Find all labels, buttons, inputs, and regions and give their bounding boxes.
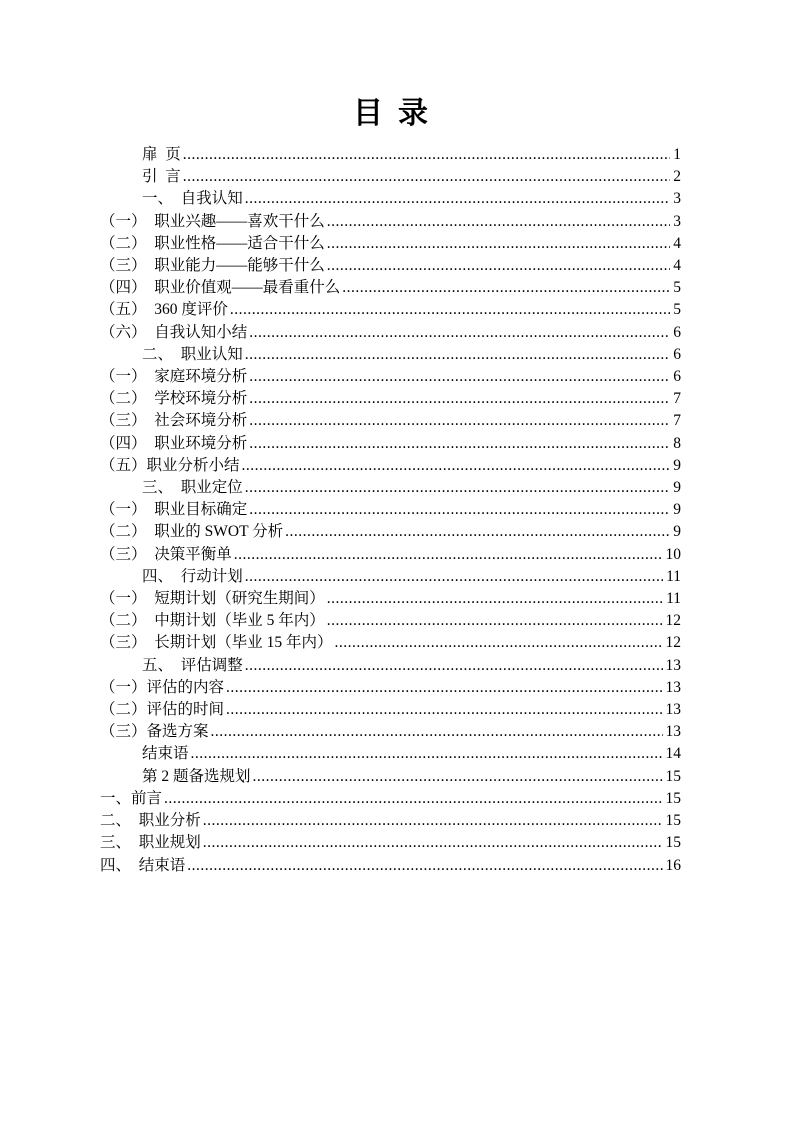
toc-entry-page: 15 [665,834,681,852]
toc-entry-title: 结束语 [142,745,189,763]
toc-entry-page: 16 [665,856,681,874]
dot-leader [245,477,670,499]
toc-entry-title: （一） 家庭环境分析 [100,368,248,386]
toc-entry[interactable] [100,433,681,455]
toc-entry-title: （三） 社会环境分析 [100,412,248,430]
toc-entry-title: 扉 页 [142,146,181,163]
toc-entry[interactable] [100,477,681,499]
toc-entry-title: （一） 短期计划（研究生期间） [100,590,325,608]
toc-entry[interactable] [100,388,681,410]
dot-leader [203,832,663,854]
dot-leader [249,322,670,344]
toc-entry-page: 12 [665,612,681,630]
toc-entry[interactable] [100,322,681,344]
toc-entry-title: 三、 职业定位 [142,479,243,497]
toc-entry[interactable] [100,855,681,877]
toc-entry[interactable] [100,699,681,721]
toc-entry[interactable] [100,499,681,521]
dot-leader [249,388,670,410]
toc-entry-page: 9 [673,501,681,519]
toc-entry[interactable] [100,299,681,321]
toc-entry-page: 8 [673,434,681,452]
toc-entry-page: 11 [666,590,681,608]
toc-entry[interactable] [100,344,681,366]
toc-entry-page: 15 [665,767,681,785]
toc-entry-page: 10 [665,545,681,563]
toc-entry-title: （三） 职业能力——能够干什么 [100,257,325,275]
toc-entry[interactable] [100,677,681,699]
dot-leader [249,410,670,432]
dot-leader [187,855,662,877]
toc-entry-page: 6 [673,345,681,363]
toc-entry[interactable] [100,211,681,233]
toc-entry-page: 13 [665,701,681,719]
toc-entry[interactable] [100,410,681,432]
toc-entry-page: 7 [673,412,681,430]
toc-entry-title: （二）评估的时间 [100,701,225,719]
toc-entry-page: 15 [665,812,681,830]
dot-leader [191,743,663,765]
toc-entry-title: （一） 职业兴趣——喜欢干什么 [100,212,325,230]
toc-entry-title: （五） 360 度评价 [100,301,228,319]
toc-entry-page: 14 [665,745,681,763]
toc-entry-page: 9 [673,523,681,541]
toc-entry-page: 15 [665,789,681,807]
toc-entry[interactable] [100,233,681,255]
toc-entry-title: （五）职业分析小结 [100,456,240,474]
toc-entry[interactable] [100,277,681,299]
toc-entry-title: 引 言 [142,168,181,186]
toc-entry[interactable] [100,544,681,566]
toc-entry-page: 4 [673,257,681,275]
dot-leader [245,566,663,588]
dot-leader [164,788,662,810]
toc-entry-page: 13 [665,656,681,674]
toc-entry-title: 四、 行动计划 [142,567,243,585]
toc-entry-title: （三） 决策平衡单 [100,545,232,563]
toc-entry-page: 3 [673,212,681,230]
dot-leader [230,299,670,321]
dot-leader [245,655,663,677]
toc-entry-title: （二） 职业性格——适合干什么 [100,234,325,252]
toc-entry[interactable] [100,588,681,610]
toc-entry-page: 13 [665,723,681,741]
toc-entry-title: 一、前言 [100,789,163,807]
dot-leader [226,677,662,699]
dot-leader [327,610,663,632]
toc-entry-title: 二、 职业分析 [100,812,201,830]
toc-entry-page: 11 [666,567,681,585]
dot-leader [249,499,670,521]
toc-entry[interactable] [100,610,681,632]
toc-entry[interactable] [100,632,681,654]
toc-entry[interactable] [100,366,681,388]
toc-entry[interactable] [100,721,681,743]
toc-entry-page: 6 [673,323,681,341]
toc-entry-title: 一、 自我认知 [142,190,243,208]
toc-entry-page: 5 [673,301,681,319]
toc-entry-title: （一） 职业目标确定 [100,501,248,519]
toc-entry[interactable] [100,521,681,543]
toc-entry[interactable] [100,766,681,788]
toc-entry-title: 二、 职业认知 [142,345,243,363]
toc-entry-page: 4 [673,234,681,252]
toc-entry[interactable] [100,566,681,588]
toc-entry[interactable] [100,810,681,832]
toc-entry-title: 四、 结束语 [100,856,186,874]
toc-entry-page: 12 [665,634,681,652]
toc-entry-title: （二） 职业的 SWOT 分析 [100,523,284,541]
dot-leader [203,810,663,832]
dot-leader [242,455,671,477]
dot-leader [249,433,670,455]
toc-entry[interactable] [100,655,681,677]
toc-entry-title: （一）评估的内容 [100,678,225,696]
toc-entry[interactable] [100,455,681,477]
toc-entry[interactable] [100,188,681,210]
toc-entry-title: （三） 长期计划（毕业 15 年内） [100,634,333,652]
toc-entry-page: 9 [673,456,681,474]
dot-leader [335,632,663,654]
dot-leader [211,721,663,743]
toc-entry-title: 五、 评估调整 [142,656,243,674]
dot-leader [226,699,662,721]
dot-leader [234,544,663,566]
toc-entry-page: 3 [673,190,681,208]
dot-leader [285,521,670,543]
dot-leader [183,144,670,166]
dot-leader [183,166,670,188]
dot-leader [245,188,670,210]
toc-entry[interactable] [100,743,681,765]
toc-entry[interactable] [100,832,681,854]
toc-entry-page: 1 [673,146,681,163]
dot-leader [245,344,670,366]
dot-leader [327,588,663,610]
dot-leader [253,766,663,788]
toc-entry-page: 5 [673,279,681,297]
dot-leader [342,277,670,299]
dot-leader [327,211,670,233]
toc-entry[interactable] [100,255,681,277]
toc-entry-title: （四） 职业环境分析 [100,434,248,452]
toc-entry[interactable] [100,166,681,188]
toc-entry-page: 7 [673,390,681,408]
dot-leader [249,366,670,388]
dot-leader [327,255,670,277]
dot-leader [327,233,670,255]
toc-entry[interactable] [100,788,681,810]
toc-entry-page: 13 [665,678,681,696]
toc-entry-title: （四） 职业价值观——最看重什么 [100,279,341,297]
toc-entry-title: 三、 职业规划 [100,834,201,852]
toc-entry-title: 第 2 题备选规划 [142,767,251,785]
toc-entry-title: （六） 自我认知小结 [100,323,248,341]
toc-entry-page: 6 [673,368,681,386]
toc-entry[interactable] [100,144,681,166]
toc-entry-page: 9 [673,479,681,497]
toc-entry-title: （二） 学校环境分析 [100,390,248,408]
toc [100,144,681,877]
toc-entry-title: （三）备选方案 [100,723,209,741]
toc-entry-page: 2 [673,168,681,186]
document-title: 目 录 [353,97,428,130]
toc-entry-title: （二） 中期计划（毕业 5 年内） [100,612,325,630]
